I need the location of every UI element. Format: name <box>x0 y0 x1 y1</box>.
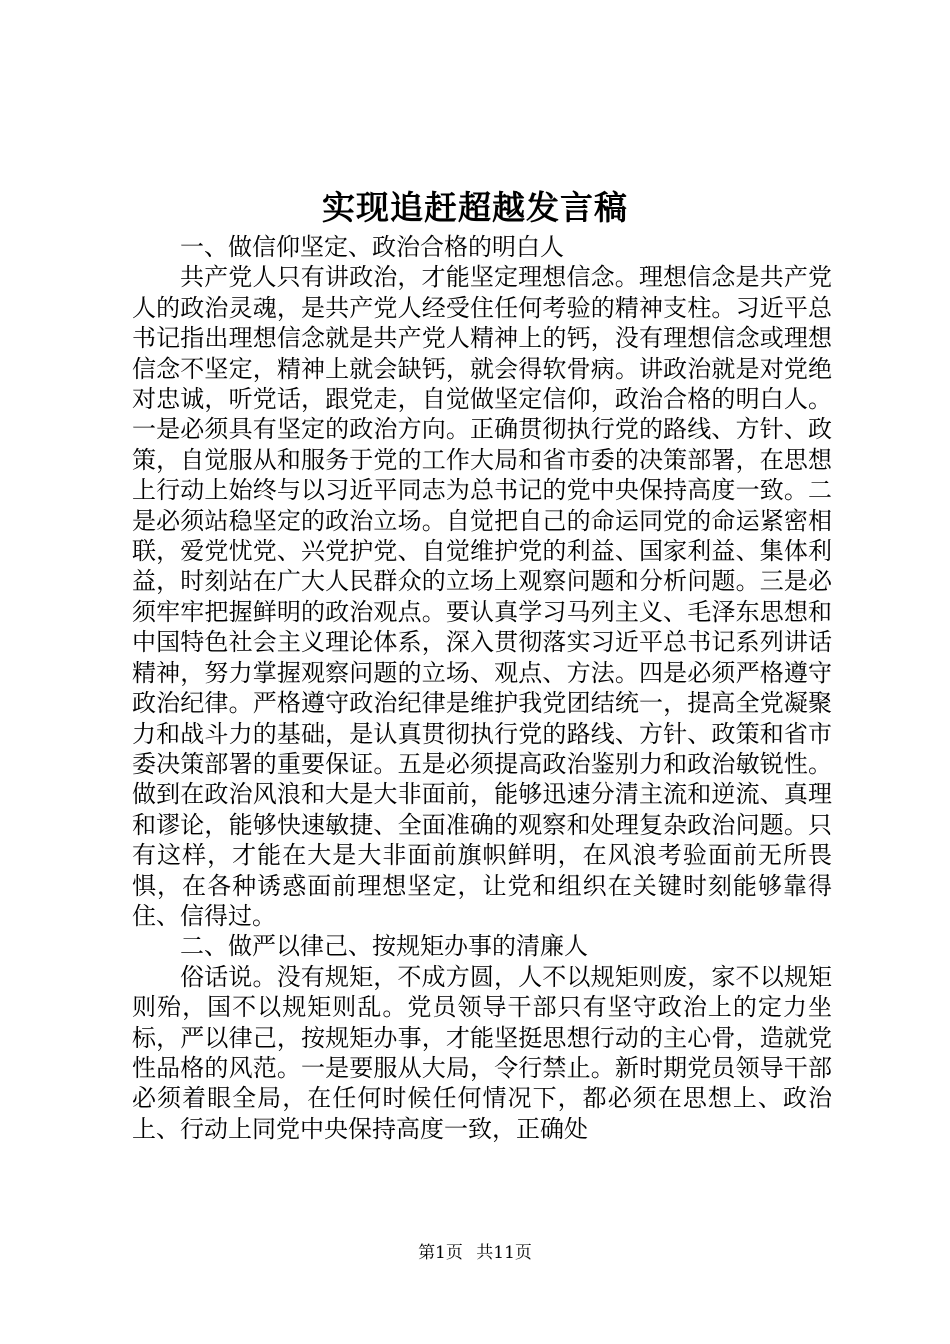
page-total: 共11页 <box>476 1243 532 1263</box>
section-paragraph-1: 共产党人只有讲政治，才能坚定理想信念。理想信念是共产党人的政治灵魂，是共产党人经受住任何考验的精神支柱。习近平总书记指出理想信念就是共产党人精神上的钙，没有理想信念或理想信念不坚定，精神上就会缺钙，就会得软骨病。讲政治就是对党绝对忠诚，听党话，跟党走，自觉做坚定信仰，政治合格的明白人。一是必须具有坚定的政治方向。正确贯彻执行党的路线、方针、政策，自觉服从和服务于党的工作大局和省市委的决策部署，在思想上行动上始终与以习近平同志为总书记的党中央保持高度一致。二是必须站稳坚定的政治立场。自觉把自己的命运同党的命运紧密相联，爱党忧党、兴党护党、自觉维护党的利益、国家利益、集体利益，时刻站在广大人民群众的立场上观察问题和分析问题。三是必须牢牢把握鲜明的政治观点。要认真学习马列主义、毛泽东思想和中国特色社会主义理论体系，深入贯彻落实习近平总书记系列讲话精神，努力掌握观察问题的立场、观点、方法。四是必须严格遵守政治纪律。严格遵守政治纪律是维护我党团结统一，提高全党凝聚力和战斗力的基础，是认真贯彻执行党的路线、方针、政策和省市委决策部署的重要保证。五是必须提高政治鉴别力和政治敏锐性。做到在政治风浪和大是大非面前，能够迅速分清主流和逆流、真理和谬论，能够快速敏捷、全面准确的观察和处理复杂政治问题。只有这样，才能在大是大非面前旗帜鲜明，在风浪考验面前无所畏惧，在各种诱惑面前理想坚定，让党和组织在关键时刻能够靠得住、信得过。 <box>132 263 832 930</box>
document-body <box>132 232 832 1144</box>
page-number: 第1页 <box>418 1243 463 1263</box>
section-paragraph-2: 俗话说。没有规矩，不成方圆，人不以规矩则废，家不以规矩则殆，国不以规矩则乱。党员领导干部只有坚守政治上的定力坐标，严以律己，按规矩办事，才能坚挺思想行动的主心骨，造就党性品格的风范。一是要服从大局，令行禁止。新时期党员领导干部必须着眼全局，在任何时候任何情况下，都必须在思想上、政治上、行动上同党中央保持高度一致，正确处 <box>132 962 832 1143</box>
page-footer <box>0 1241 950 1265</box>
section-heading-1: 一、做信仰坚定、政治合格的明白人 <box>180 233 564 261</box>
document-title: 实现追赶超越发言稿 <box>322 188 628 227</box>
section-heading-2: 二、做严以律己、按规矩办事的清廉人 <box>180 932 588 961</box>
